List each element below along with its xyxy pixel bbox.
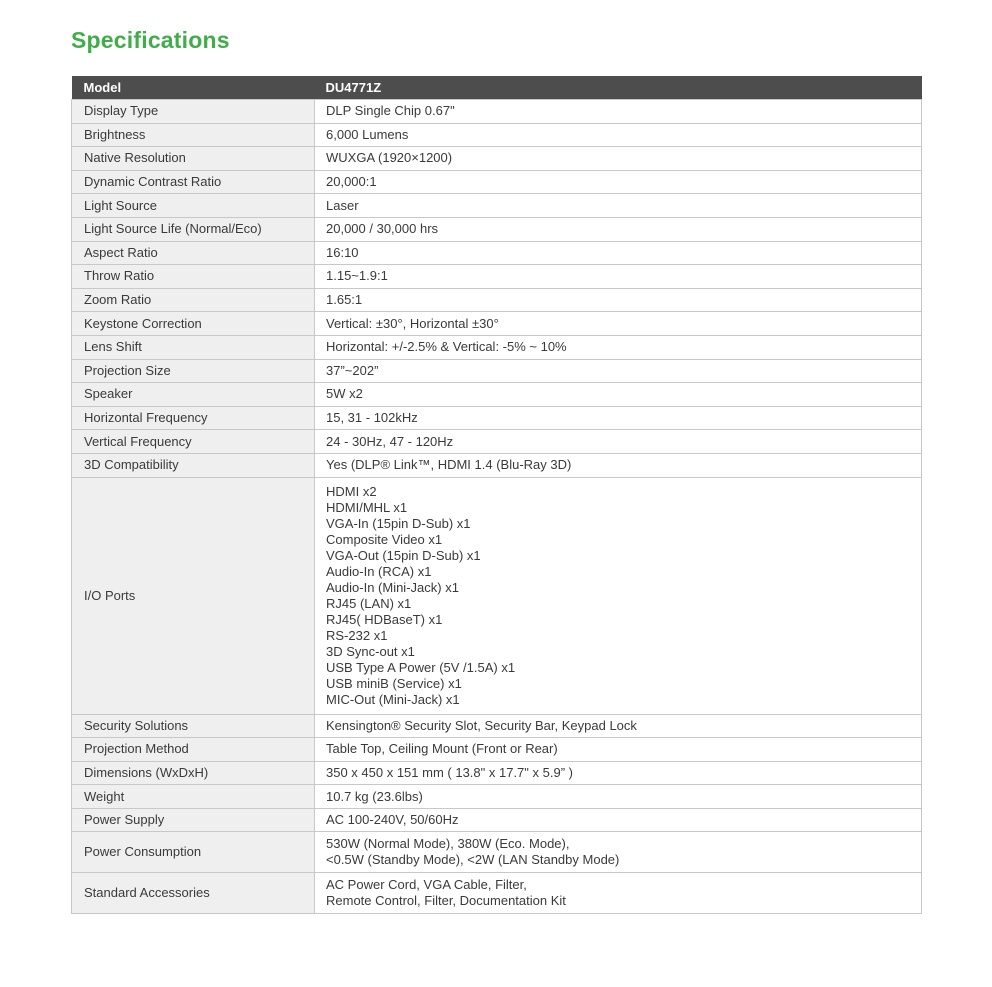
spec-label: Dimensions (WxDxH) bbox=[72, 761, 315, 785]
spec-label: Vertical Frequency bbox=[72, 430, 315, 454]
table-row bbox=[72, 383, 922, 407]
spec-value: 24 - 30Hz, 47 - 120Hz bbox=[315, 430, 922, 454]
table-row bbox=[72, 335, 922, 359]
io-port-item: Composite Video x1 bbox=[326, 531, 443, 547]
spec-label: Light Source Life (Normal/Eco) bbox=[72, 217, 315, 241]
spec-label: Brightness bbox=[72, 123, 315, 147]
value-line: 530W (Normal Mode), 380W (Eco. Mode), bbox=[326, 836, 570, 852]
spec-value: 15, 31 - 102kHz bbox=[315, 406, 922, 430]
spec-label: Weight bbox=[72, 785, 315, 809]
io-port-item: MIC-Out (Mini-Jack) x1 bbox=[326, 691, 460, 707]
spec-value: Horizontal: +/-2.5% & Vertical: -5% ~ 10% bbox=[315, 335, 922, 359]
table-row bbox=[72, 170, 922, 194]
table-row bbox=[72, 406, 922, 430]
spec-label: Projection Size bbox=[72, 359, 315, 383]
table-row bbox=[72, 430, 922, 454]
table-row bbox=[72, 217, 922, 241]
spec-label: Aspect Ratio bbox=[72, 241, 315, 265]
spec-value: 20,000 / 30,000 hrs bbox=[315, 217, 922, 241]
table-row bbox=[72, 241, 922, 265]
io-port-item: HDMI/MHL x1 bbox=[326, 499, 408, 515]
io-port-item: HDMI x2 bbox=[326, 483, 377, 499]
spec-value: Table Top, Ceiling Mount (Front or Rear) bbox=[315, 738, 922, 762]
spec-value: AC 100-240V, 50/60Hz bbox=[315, 808, 922, 832]
header-value: DU4771Z bbox=[315, 76, 922, 100]
spec-value: 5W x2 bbox=[315, 383, 922, 407]
table-row bbox=[72, 288, 922, 312]
io-port-item: RJ45( HDBaseT) x1 bbox=[326, 611, 443, 627]
spec-label: Speaker bbox=[72, 383, 315, 407]
table-row bbox=[72, 453, 922, 477]
spec-label: Dynamic Contrast Ratio bbox=[72, 170, 315, 194]
spec-table bbox=[71, 76, 922, 914]
spec-value: 16:10 bbox=[315, 241, 922, 265]
table-row bbox=[72, 123, 922, 147]
io-port-item: VGA-In (15pin D-Sub) x1 bbox=[326, 515, 471, 531]
spec-label: Power Consumption bbox=[72, 832, 315, 873]
table-row bbox=[72, 761, 922, 785]
spec-value: DLP Single Chip 0.67" bbox=[315, 100, 922, 124]
spec-label: 3D Compatibility bbox=[72, 453, 315, 477]
io-port-item: 3D Sync-out x1 bbox=[326, 643, 415, 659]
table-row bbox=[72, 359, 922, 383]
spec-label: Horizontal Frequency bbox=[72, 406, 315, 430]
io-port-item: VGA-Out (15pin D-Sub) x1 bbox=[326, 547, 481, 563]
table-row-io-ports bbox=[72, 477, 922, 714]
spec-value: Yes (DLP® Link™, HDMI 1.4 (Blu-Ray 3D) bbox=[315, 453, 922, 477]
table-row bbox=[72, 714, 922, 738]
spec-value bbox=[315, 873, 922, 914]
spec-label: Security Solutions bbox=[72, 714, 315, 738]
table-row-power-consumption bbox=[72, 832, 922, 873]
spec-value: Laser bbox=[315, 194, 922, 218]
spec-value: Vertical: ±30°, Horizontal ±30° bbox=[315, 312, 922, 336]
table-row bbox=[72, 265, 922, 289]
table-row bbox=[72, 147, 922, 171]
table-header-row bbox=[72, 76, 922, 100]
page-title: Specifications bbox=[71, 27, 230, 53]
spec-value: 350 x 450 x 151 mm ( 13.8" x 17.7" x 5.9” ) bbox=[315, 761, 922, 785]
table-row bbox=[72, 738, 922, 762]
spec-label: I/O Ports bbox=[72, 477, 315, 714]
io-port-item: USB Type A Power (5V /1.5A) x1 bbox=[326, 659, 516, 675]
spec-value: 6,000 Lumens bbox=[315, 123, 922, 147]
table-row bbox=[72, 808, 922, 832]
table-row bbox=[72, 100, 922, 124]
spec-label: Keystone Correction bbox=[72, 312, 315, 336]
table-row bbox=[72, 194, 922, 218]
io-port-item: Audio-In (Mini-Jack) x1 bbox=[326, 579, 459, 595]
spec-label: Standard Accessories bbox=[72, 873, 315, 914]
spec-label: Zoom Ratio bbox=[72, 288, 315, 312]
spec-value: 37”~202” bbox=[315, 359, 922, 383]
spec-value: 1.15~1.9:1 bbox=[315, 265, 922, 289]
io-port-item: USB miniB (Service) x1 bbox=[326, 675, 462, 691]
table-row-accessories bbox=[72, 873, 922, 914]
value-line: AC Power Cord, VGA Cable, Filter, bbox=[326, 877, 527, 893]
spec-label: Native Resolution bbox=[72, 147, 315, 171]
spec-value: 20,000:1 bbox=[315, 170, 922, 194]
spec-value bbox=[315, 832, 922, 873]
io-ports-list bbox=[315, 477, 922, 714]
spec-value: 10.7 kg (23.6lbs) bbox=[315, 785, 922, 809]
spec-label: Display Type bbox=[72, 100, 315, 124]
spec-label: Power Supply bbox=[72, 808, 315, 832]
io-port-item: Audio-In (RCA) x1 bbox=[326, 563, 432, 579]
spec-value: 1.65:1 bbox=[315, 288, 922, 312]
spec-value: Kensington® Security Slot, Security Bar, Keypad Lock bbox=[315, 714, 922, 738]
io-port-item: RS-232 x1 bbox=[326, 627, 388, 643]
value-line: Remote Control, Filter, Documentation Kit bbox=[326, 893, 566, 909]
spec-label: Throw Ratio bbox=[72, 265, 315, 289]
spec-label: Projection Method bbox=[72, 738, 315, 762]
spec-value: WUXGA (1920×1200) bbox=[315, 147, 922, 171]
table-row bbox=[72, 785, 922, 809]
table-row bbox=[72, 312, 922, 336]
io-port-item: RJ45 (LAN) x1 bbox=[326, 595, 412, 611]
spec-label: Light Source bbox=[72, 194, 315, 218]
header-key: Model bbox=[72, 76, 315, 100]
value-line: <0.5W (Standby Mode), <2W (LAN Standby Mode) bbox=[326, 852, 620, 868]
spec-label: Lens Shift bbox=[72, 335, 315, 359]
